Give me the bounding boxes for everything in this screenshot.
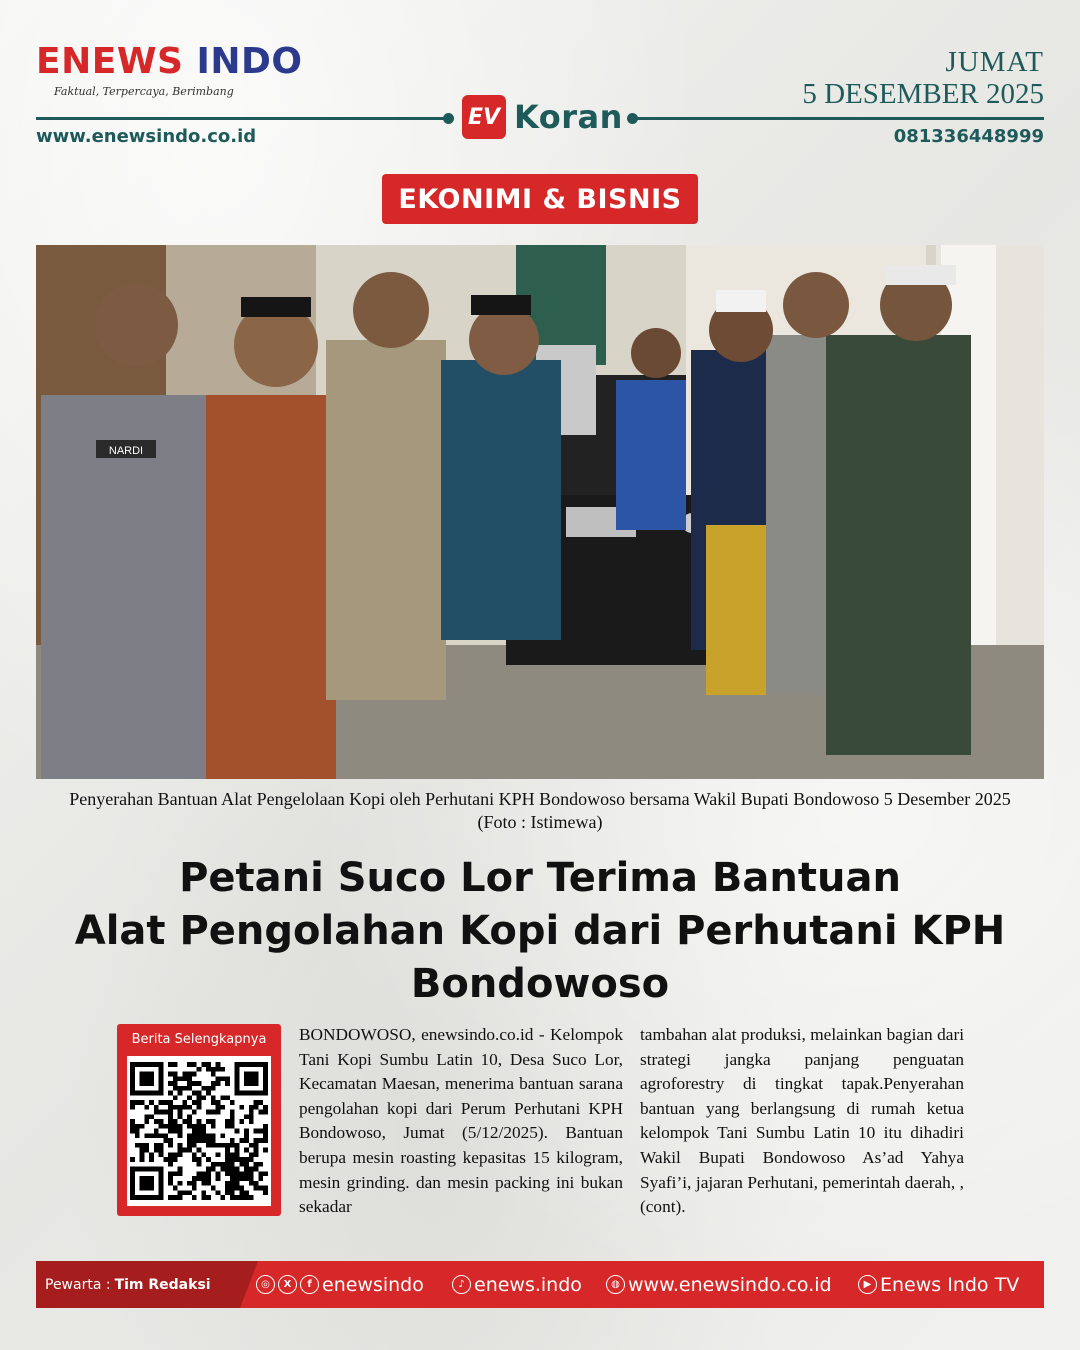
globe-icon: ◍ xyxy=(606,1275,625,1294)
x-icon: X xyxy=(278,1275,297,1294)
author-name: Tim Redaksi xyxy=(114,1276,211,1293)
tiktok-icon: ♪ xyxy=(452,1275,471,1294)
brand-word-indo: INDO xyxy=(196,41,303,82)
photo-nametag-text: NARDI xyxy=(108,445,144,457)
masthead-website-link[interactable]: www.enewsindo.co.id xyxy=(36,126,257,147)
footer-youtube-link[interactable] xyxy=(858,1261,1019,1308)
qr-label: Berita Selengkapnya xyxy=(131,1032,267,1047)
brand-tagline: Faktual, Terpercaya, Berimbang xyxy=(54,85,234,98)
tiktok-handle: enews.indo xyxy=(474,1273,582,1296)
facebook-icon: f xyxy=(300,1275,319,1294)
koran-edition-logo xyxy=(462,95,623,139)
rule-dot-left xyxy=(443,113,454,124)
article-headline xyxy=(40,852,1040,1011)
youtube-channel: Enews Indo TV xyxy=(880,1273,1020,1296)
instagram-icon: ◎ xyxy=(256,1275,275,1294)
issue-day: JUMAT xyxy=(945,46,1044,78)
brand-name xyxy=(36,41,303,82)
footer-social-link[interactable] xyxy=(256,1261,424,1308)
news-photo-illustration xyxy=(36,245,1044,779)
article-column-1: BONDOWOSO, enewsindo.co.id - Kelompok Tani Kopi Sumbu Latin 10, Desa Suco Lor, Kecamatan Maesan, menerima bantuan sarana pengolahan kopi dari Perum Perhutani KPH Bondowoso, Jumat (5/12/2025). Bantuan berupa mesin roasting kepasitas 15 kilogram, mesin grinding. dan mesin packing ini bukan sekadar xyxy=(299,1025,623,1217)
masthead-rule-right xyxy=(632,117,1044,120)
footer-website-link[interactable] xyxy=(606,1261,832,1308)
qr-code-icon xyxy=(130,1062,268,1200)
brand-logo xyxy=(36,41,303,98)
edition-name: Koran xyxy=(514,98,623,136)
headline-line-3: Bondowoso xyxy=(410,961,670,1007)
qr-code[interactable] xyxy=(127,1056,271,1206)
issue-full-date: 5 DESEMBER 2025 xyxy=(802,78,1044,110)
news-photo xyxy=(36,245,1044,779)
footer-bar xyxy=(36,1261,1044,1308)
brand-word-enews: ENEWS xyxy=(36,41,184,82)
headline-line-2: Alat Pengolahan Kopi dari Perhutani KPH xyxy=(74,908,1006,954)
ev-logo-icon: EV xyxy=(462,95,506,139)
article-column-2: tambahan alat produksi, melainkan bagian dari strategi jangka panjang penguatan agroforestry di tingkat tapak.Penyerahan bantuan yang berlangsung di rumah ketua kelompok Tani Sumbu Latin 10 itu dihadiri Wakil Bupati Bondowoso As’ad Yahya Syafi’i, jajaran Perhutani, pemerintah daerah, , (cont). xyxy=(640,1025,964,1217)
read-more-qr[interactable] xyxy=(117,1024,281,1216)
masthead-rule-left xyxy=(36,117,448,120)
rule-dot-right xyxy=(627,113,638,124)
headline-line-1: Petani Suco Lor Terima Bantuan xyxy=(179,855,901,901)
footer-author xyxy=(36,1261,240,1308)
category-badge: EKONIMI & BISNIS xyxy=(382,174,698,224)
footer-website: www.enewsindo.co.id xyxy=(628,1273,832,1296)
youtube-icon: ▶ xyxy=(858,1275,877,1294)
social-handle: enewsindo xyxy=(322,1273,424,1296)
footer-tiktok-link[interactable] xyxy=(452,1261,582,1308)
photo-caption: Penyerahan Bantuan Alat Pengelolaan Kopi oleh Perhutani KPH Bondowoso bersama Wakil Bupati Bondowoso 5 Desember 2025 (Foto : Istimewa) xyxy=(69,789,1011,832)
masthead-phone: 081336448999 xyxy=(893,126,1044,147)
issue-date xyxy=(802,48,1044,109)
author-prefix: Pewarta : xyxy=(45,1276,111,1293)
